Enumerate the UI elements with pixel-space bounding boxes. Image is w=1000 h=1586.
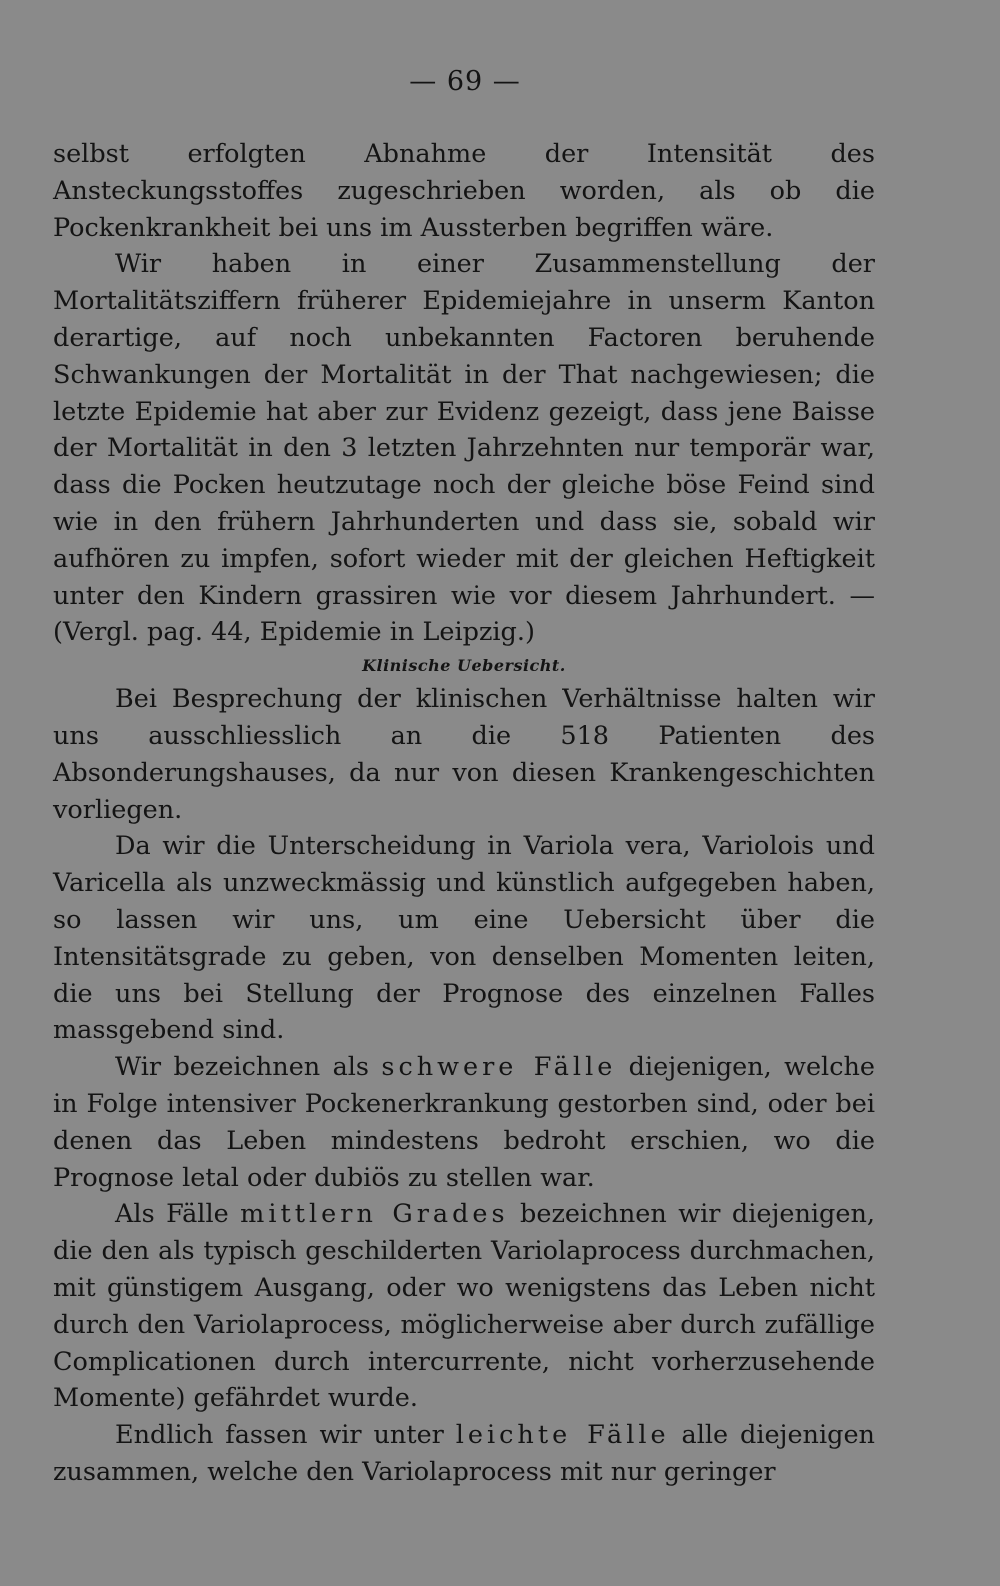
text-segment: Als Fälle bbox=[115, 1199, 241, 1230]
body-text bbox=[53, 136, 875, 1491]
emphasized-term: schwere Fälle bbox=[381, 1052, 617, 1083]
text-segment: alle diejenigen zusammen, welche den Variolaprocess mit nur geringer bbox=[53, 1420, 875, 1487]
paragraph-continued: selbst erfolgten Abnahme der Intensität des Ansteckungsstoffes zugeschrieben worden, als ob die Pockenkrankheit bei uns im Aussterben begriffen wäre. bbox=[53, 139, 875, 243]
paragraph-moderate-cases bbox=[53, 1196, 875, 1417]
paragraph-classification: Da wir die Unterscheidung in Variola vera, Variolois und Varicella als unzweckmässig und künstlich aufgegeben haben, so lassen wir uns, um eine Uebersicht über die Intensitätsgrade zu geben, von denselben Momenten leiten, die uns bei Stellung der Prognose des einzelnen Falles massgebend sind. bbox=[53, 831, 875, 1046]
text-segment: Endlich fassen wir unter bbox=[115, 1420, 456, 1451]
paragraph-mortality: Wir haben in einer Zusammenstellung der Mortalitätsziffern früherer Epidemiejahre in unserm Kanton derartige, auf noch unbekannten Factoren beruhende Schwankungen der Mortalität in der That nachgewiesen; die letzte Epidemie hat aber zur Evidenz gezeigt, dass jene Baisse der Mortalität in den 3 letzten Jahrzehnten nur temporär war, dass die Pocken heutzutage noch der gleiche böse Feind sind wie in den frühern Jahrhunderten und dass sie, sobald wir aufhören zu impfen, sofort wieder mit der gleichen Heftigkeit unter den Kindern grassiren wie vor diesem Jahrhundert. — (Vergl. pag. 44, Epidemie in Leipzig.) bbox=[53, 249, 875, 648]
emphasized-term: leichte Fälle bbox=[455, 1420, 670, 1451]
text-segment: Wir bezeichnen als bbox=[115, 1052, 382, 1083]
page-number: — 69 — bbox=[409, 66, 521, 97]
emphasized-term: mittlern Grades bbox=[240, 1199, 509, 1230]
paragraph-patients: Bei Besprechung der klinischen Verhältnisse halten wir uns ausschliesslich an die 518 Patienten des Absonderungshauses, da nur von diesen Krankengeschichten vorliegen. bbox=[53, 684, 875, 825]
paragraph-severe-cases bbox=[53, 1049, 875, 1196]
section-heading: Klinische Uebersicht. bbox=[362, 656, 566, 676]
paragraph-light-cases bbox=[53, 1417, 875, 1491]
text-segment: diejenigen, welche in Folge intensiver Pockenerkrankung gestorben sind, oder bei denen das Leben mindestens bedroht erschien, wo die Prognose letal oder dubiös zu stellen war. bbox=[53, 1052, 875, 1193]
text-segment: bezeichnen wir diejenigen, die den als typisch geschilderten Variolaprocess durchmachen, mit günstigem Ausgang, oder wo wenigstens das Leben nicht durch den Variolaprocess, möglicherweise aber durch zufällige Complicationen durch intercurrente, nicht vorherzusehende Momente) gefährdet wurde. bbox=[53, 1199, 875, 1414]
